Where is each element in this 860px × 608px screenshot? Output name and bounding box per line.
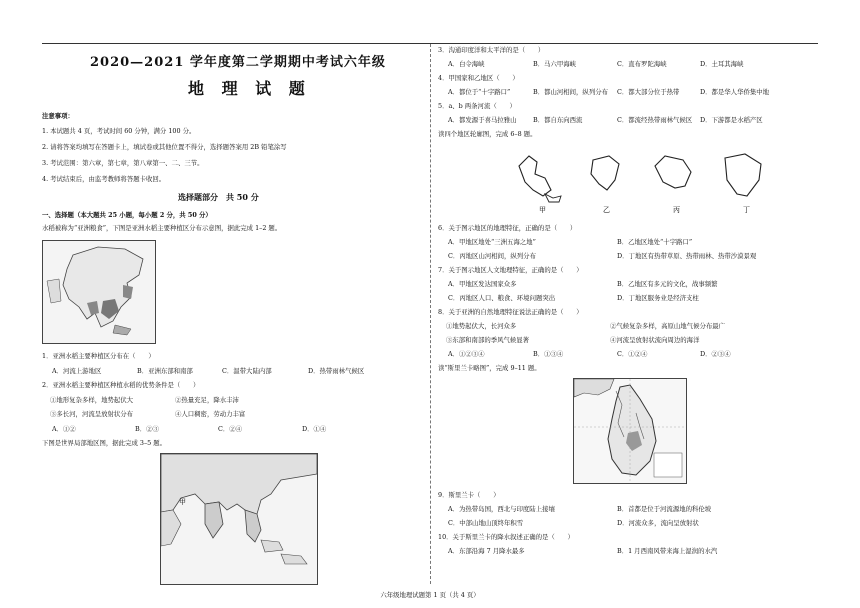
q8-item-1: ①地势起伏大，长河众多 — [446, 322, 517, 330]
q9-option-d[interactable]: D．河流众多，流向呈放射状 — [617, 519, 699, 527]
map-label-jia: 甲 — [179, 498, 186, 506]
intro-q9-11: 读“斯里兰卡略图”，完成 9–11 题。 — [438, 364, 541, 372]
note-3: 3. 考试范围：第六章，第七章，第八章第一、二、三节。 — [42, 159, 204, 167]
outline-label-bing: 丙 — [673, 206, 680, 214]
note-1: 1. 本试题共 4 页，考试时间 60 分钟，满分 100 分。 — [42, 127, 196, 135]
intro-q6-8: 读四个地区轮廓图，完成 6–8 题。 — [438, 130, 537, 138]
q1-option-c[interactable]: C．温带大陆内部 — [222, 367, 272, 375]
q1-option-a[interactable]: A．河流上游地区 — [52, 367, 102, 375]
q9-stem: 9．斯里兰卡（ ） — [438, 491, 500, 499]
q10-option-b[interactable]: B．1 月西南风带来海上湿润的水汽 — [617, 547, 718, 555]
world-region-map — [160, 453, 318, 585]
q2-item-2: ②热量充足，降水丰沛 — [175, 396, 239, 404]
q4-option-d[interactable]: D．都是华人华侨集中地 — [700, 88, 770, 96]
q5-option-b[interactable]: B．都自东向西流 — [533, 116, 583, 124]
q2-item-3: ③多长河，河流呈放射状分布 — [50, 410, 134, 418]
q6-option-b[interactable]: B．乙地区地处“十字路口” — [617, 238, 693, 246]
q5-option-c[interactable]: C．都流经热带雨林气候区 — [617, 116, 693, 124]
page-footer: 六年级地理试题第 1 页（共 4 页） — [380, 591, 480, 599]
q2-option-b[interactable]: B．②③ — [135, 425, 159, 433]
q2-item-4: ④人口稠密，劳动力丰富 — [175, 410, 246, 418]
q8-option-b[interactable]: B．①③④ — [533, 350, 564, 358]
column-divider — [430, 44, 431, 584]
intro-q3-5: 下图是世界局部地区图，据此完成 3–5 题。 — [42, 439, 167, 447]
q7-option-b[interactable]: B．乙地区有多元的文化，战事频繁 — [617, 280, 718, 288]
q3-option-a[interactable]: A．白令海峡 — [448, 60, 485, 68]
outline-label-ding: 丁 — [743, 206, 750, 214]
q8-stem: 8．关于亚洲的自然地理特征说法正确的是（ ） — [438, 308, 583, 316]
q8-item-3: ③东部和南部的季风气候显著 — [446, 336, 530, 344]
q3-stem: 3．沟通印度洋和太平洋的是（ ） — [438, 46, 545, 54]
section-title: 选择题部分 共 50 分 — [178, 192, 259, 202]
exam-title: 2020—2021 学年度第二学期期中考试六年级 — [90, 55, 386, 70]
q7-option-a[interactable]: A．甲地区发达国家众多 — [448, 280, 517, 288]
q2-item-1: ①地形复杂多样，地势起伏大 — [50, 396, 134, 404]
q5-stem: 5．a、b 两条河流（ ） — [438, 102, 516, 110]
q1-option-d[interactable]: D．热带雨林气候区 — [308, 367, 365, 375]
q10-stem: 10．关于斯里兰卡的降水叙述正确的是（ ） — [438, 533, 574, 541]
q10-option-a[interactable]: A．东部沿海 7 月降水最多 — [448, 547, 525, 555]
q4-option-c[interactable]: C．都大部分位于热带 — [617, 88, 680, 96]
q1-option-b[interactable]: B．亚洲东部和南部 — [137, 367, 193, 375]
notes-title: 注意事项： — [42, 112, 74, 120]
exam-subject: 地 理 试 题 — [188, 79, 311, 98]
asia-rice-map — [42, 240, 156, 344]
q3-option-d[interactable]: D．土耳其海峡 — [700, 60, 744, 68]
q5-option-a[interactable]: A．都发源于喜马拉雅山 — [448, 116, 517, 124]
q9-option-b[interactable]: B．首都是位于河流源地的科伦坡 — [617, 505, 712, 513]
region-outlines — [515, 146, 775, 216]
q3-option-c[interactable]: C．直布罗陀海峡 — [617, 60, 667, 68]
q2-option-a[interactable]: A．①② — [52, 425, 76, 433]
q5-option-d[interactable]: D．下游都是水稻产区 — [700, 116, 763, 124]
q4-option-b[interactable]: B．都山河相间，纵列分布 — [533, 88, 608, 96]
q9-option-a[interactable]: A．为热带岛国，西北与印度陆上接壤 — [448, 505, 555, 513]
q4-stem: 4．甲国家和乙地区（ ） — [438, 74, 519, 82]
q2-stem: 2．亚洲水稻主要种植区种植水稻的优势条件是（ ） — [42, 381, 200, 389]
outline-label-yi: 乙 — [603, 206, 610, 214]
q8-option-c[interactable]: C．①②④ — [617, 350, 648, 358]
q7-option-d[interactable]: D．丁地区服务业是经济支柱 — [617, 294, 699, 302]
q6-stem: 6．关于图示地区的地理特征，正确的是（ ） — [438, 224, 577, 232]
q6-option-d[interactable]: D．丁地区有热带草原、热带雨林、热带沙漠景观 — [617, 252, 757, 260]
q6-option-a[interactable]: A．甲地区地处“三洲五海之地” — [448, 238, 536, 246]
note-4: 4. 考试结束后，由监考教师将答题卡收回。 — [42, 175, 166, 183]
q7-stem: 7．关于图示地区人文地理特征，正确的是（ ） — [438, 266, 583, 274]
q8-item-2: ②气候复杂多样，高原山地气候分布最广 — [610, 322, 726, 330]
q2-option-d[interactable]: D．①④ — [302, 425, 327, 433]
q8-option-a[interactable]: A．①②③④ — [448, 350, 485, 358]
q7-option-c[interactable]: C．丙地区人口、粮食、环境问题突出 — [448, 294, 556, 302]
intro-q1-2: 水稻被称为“亚洲粮食”，下图是亚洲水稻主要种植区分布示意图，据此完成 1–2 题。 — [42, 224, 282, 232]
q4-option-a[interactable]: A．都位于“十字路口” — [448, 88, 511, 96]
q2-option-c[interactable]: C．②④ — [218, 425, 243, 433]
part1-title: 一、选择题（本大题共 25 小题，每小题 2 分，共 50 分） — [42, 211, 212, 219]
outline-label-jia: 甲 — [539, 206, 546, 214]
note-2: 2. 请将答案均填写在答题卡上，填试卷或其他位置不得分，选择题答案用 2B 铅笔涂写 — [42, 143, 287, 151]
q1-stem: 1．亚洲水稻主要种植区分布在（ ） — [42, 352, 155, 360]
q8-option-d[interactable]: D．②③④ — [700, 350, 731, 358]
q3-option-b[interactable]: B．马六甲海峡 — [533, 60, 577, 68]
sri-lanka-map — [573, 378, 687, 484]
q6-option-c[interactable]: C．丙地区山河相间，纵列分布 — [448, 252, 536, 260]
q9-option-c[interactable]: C．中部山地山顶终年积雪 — [448, 519, 524, 527]
q8-item-4: ④河流呈放射状流向周边的海洋 — [610, 336, 700, 344]
